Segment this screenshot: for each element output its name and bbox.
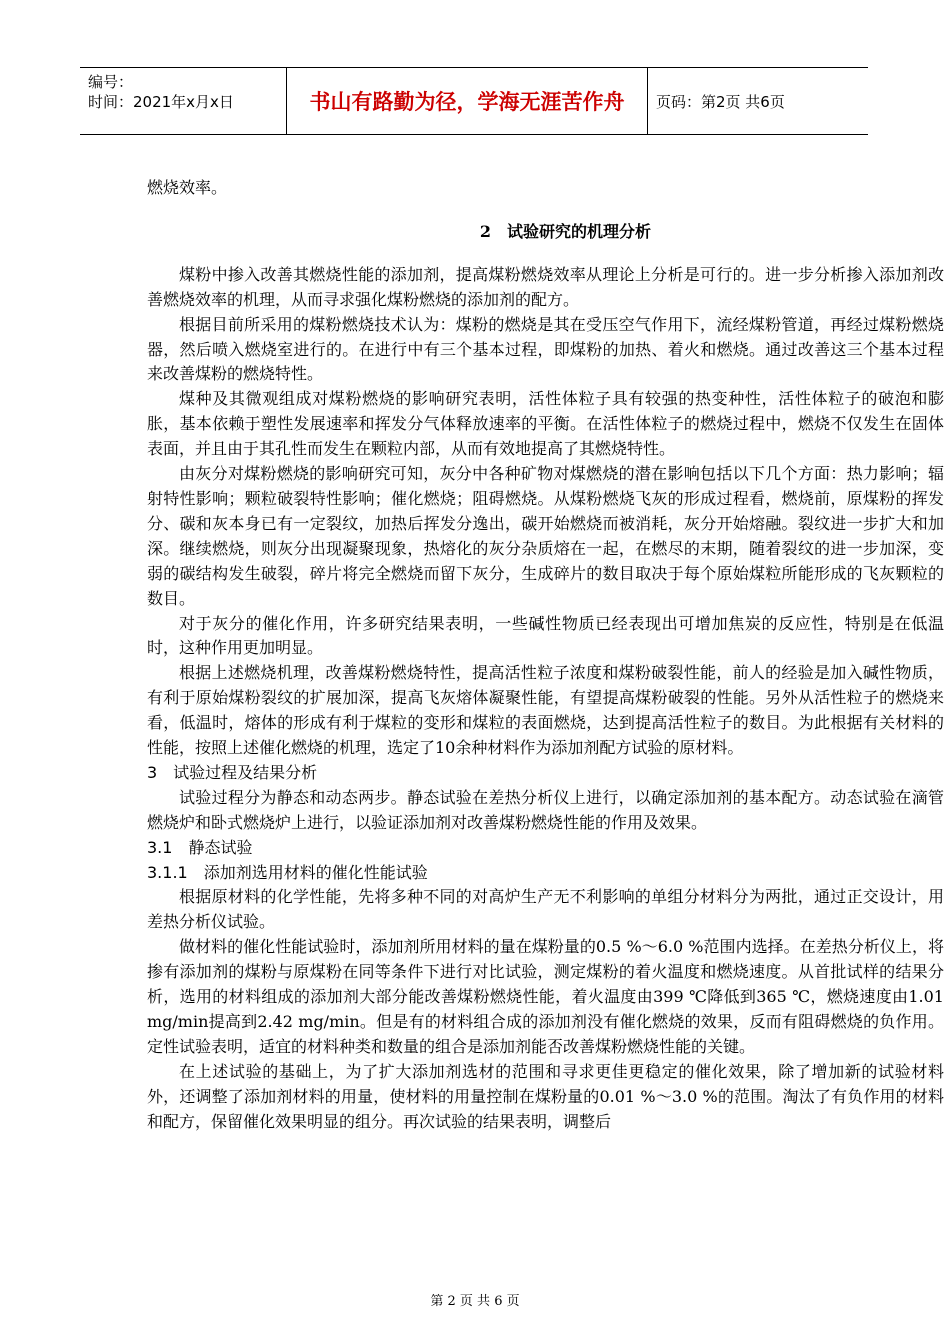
paragraph: 燃烧效率。 <box>147 178 228 197</box>
paragraph: 煤粉中掺入改善其燃烧性能的添加剂，提高煤粉燃烧效率从理论上分析是可行的。进一步分析掺入添加剂改善燃烧效率的机理，从而寻求强化煤粉燃烧的添加剂的配方。 <box>147 264 944 309</box>
paragraph: 根据目前所采用的煤粉燃烧技术认为：煤粉的燃烧是其在受压空气作用下，流经煤粉管道，再经过煤粉燃烧器，然后喷入燃烧室进行的。在进行中有三个基本过程，即煤粉的加热、着火和燃烧。通过改善这三个基本过程来改善煤粉的燃烧特性。 <box>147 314 944 384</box>
paragraph: 对于灰分的催化作用，许多研究结果表明，一些碱性物质已经表现出可增加焦炭的反应性，特别是在低温时，这种作用更加明显。 <box>147 613 944 658</box>
paragraph: 根据上述燃烧机理，改善煤粉燃烧特性，提高活性粒子浓度和煤粉破裂性能，前人的经验是加入碱性物质，有利于原始煤粉裂纹的扩展加深，提高飞灰熔体凝聚性能，有望提高煤粉破裂的性能。另外从活性粒子的燃烧来看，低温时，熔体的形成有利于煤粒的变形和煤粒的表面燃烧，达到提高活性粒子的数目。为此根据有关材料的性能，按照上述催化燃烧的机理，选定了10余种材料作为添加剂配方试验的原材料。 <box>147 663 944 758</box>
paragraph: 在上述试验的基础上，为了扩大添加剂选材的范围和寻求更佳更稳定的催化效果，除了增加新的试验材料外，还调整了添加剂材料的用量，使材料的用量控制在煤粉量的0.01 %～3.0 %的范围。淘汰了有负作用的材料和配方，保留催化效果明显的组分。再次试验的结果表明，调整后 <box>147 1061 944 1131</box>
doc-time-label: 时间：2021年x月x日 <box>88 93 234 111</box>
doc-number-label: 编号： <box>88 73 134 91</box>
document-body <box>147 176 944 1135</box>
page-header <box>80 67 868 135</box>
paragraph: 做材料的催化性能试验时，添加剂所用材料的量在煤粉量的0.5 %～6.0 %范围内选择。在差热分析仪上，将掺有添加剂的煤粉与原煤粉在同等条件下进行对比试验，测定煤粉的着火温度和燃烧速度。从首批试样的结果分析，选用的材料组成的添加剂大部分能改善煤粉燃烧性能，着火温度由399 ℃降低到365 ℃，燃烧速度由1.01 mg/min提高到2.42 mg/min。但是有的材料组合成的添加剂没有催化燃烧的效果，反而有阻碍燃烧的负作用。定性试验表明，适宜的材料种类和数量的组合是添加剂能否改善煤粉燃烧性能的关键。 <box>147 937 944 1056</box>
page-footer: 第 2 页 共 6 页 <box>430 1294 520 1309</box>
paragraph: 根据原材料的化学性能，先将多种不同的对高炉生产无不利影响的单组分材料分为两批，通过正交设计，用差热分析仪试验。 <box>147 887 944 932</box>
section-title: 2 试验研究的机理分析 <box>479 221 652 241</box>
header-meta <box>80 68 286 134</box>
header-motto: 书山有路勤为径，学海无涯苦作舟 <box>286 68 648 134</box>
subsection-heading: 3.1 静态试验 <box>147 837 253 857</box>
paragraph: 由灰分对煤粉燃烧的影响研究可知，灰分中各种矿物对煤燃烧的潜在影响包括以下几个方面：热力影响；辐射特性影响；颗粒破裂特性影响；催化燃烧；阻碍燃烧。从煤粉燃烧飞灰的形成过程看，燃烧前，原煤粉的挥发分、碳和灰本身已有一定裂纹，加热后挥发分逸出，碳开始燃烧而被消耗，灰分开始熔融。裂纹进一步扩大和加深。继续燃烧，则灰分出现凝聚现象，热熔化的灰分杂质熔在一起，在燃尽的末期，随着裂纹的进一步加深，变弱的碳结构发生破裂，碎片将完全燃烧而留下灰分，生成碎片的数目取决于每个原始煤粒所能形成的飞灰颗粒的数目。 <box>147 464 944 608</box>
paragraph: 试验过程分为静态和动态两步。静态试验在差热分析仪上进行，以确定添加剂的基本配方。动态试验在滴管燃烧炉和卧式燃烧炉上进行，以验证添加剂对改善煤粉燃烧性能的作用及效果。 <box>147 787 944 832</box>
subsubsection-heading: 3.1.1 添加剂选用材料的催化性能试验 <box>147 862 428 882</box>
paragraph: 煤种及其微观组成对煤粉燃烧的影响研究表明，活性体粒子具有较强的热变种性，活性体粒子的破泡和膨胀，基本依赖于塑性发展速率和挥发分气体释放速率的平衡。在活性体粒子的燃烧过程中，燃烧不仅发生在固体表面，并且由于其孔性而发生在颗粒内部，从而有效地提高了其燃烧特性。 <box>147 389 944 459</box>
header-page-info: 页码：第2页 共6页 <box>656 92 785 111</box>
section-heading: 3 试验过程及结果分析 <box>147 762 318 782</box>
